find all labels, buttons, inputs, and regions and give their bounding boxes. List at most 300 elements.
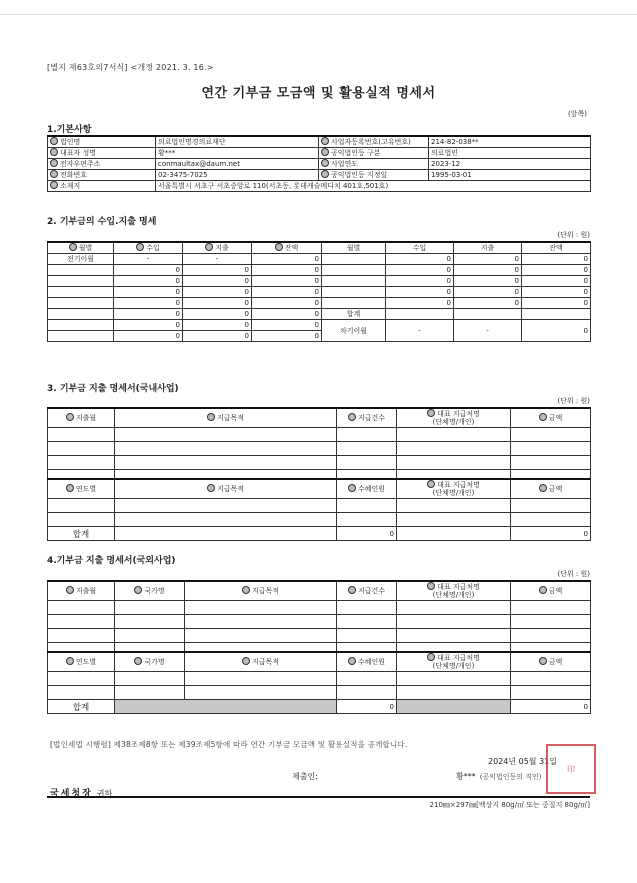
basic-info-row: [48, 170, 591, 181]
field-label-text: 소재지: [60, 182, 81, 190]
empty-cell: [48, 615, 115, 629]
section-header-row: [48, 408, 591, 428]
income-cell: 0: [522, 287, 591, 298]
col-header-text: 금액: [548, 414, 563, 422]
income-cell: 0: [386, 276, 454, 287]
empty-cell: [115, 442, 337, 456]
empty-cell: [337, 672, 397, 686]
domestic-table: [47, 407, 591, 541]
income-cell: 0: [522, 265, 591, 276]
income-table: [47, 241, 591, 342]
col-header-text: 지급목적: [216, 414, 245, 422]
income-cell: [322, 265, 386, 276]
empty-cell: [48, 513, 115, 527]
income-cell: 0: [183, 298, 252, 309]
empty-cell: [397, 629, 511, 643]
empty-cell: [48, 428, 115, 442]
income-cell: [48, 287, 114, 298]
income-cell: 0: [454, 287, 522, 298]
income-cell: 0: [386, 287, 454, 298]
total-amount: 0: [511, 700, 591, 714]
circle-bullet-icon: [66, 413, 74, 421]
recipient-suffix: 귀하: [96, 789, 113, 798]
income-header: [114, 242, 183, 254]
field-label-text: 대표자 성명: [60, 149, 97, 157]
income-cell: 0: [252, 331, 322, 342]
col-header-text: 수혜인원: [357, 485, 386, 493]
empty-cell: [48, 601, 115, 615]
circle-bullet-icon: [539, 413, 547, 421]
income-cell: 0: [386, 265, 454, 276]
empty-cell: [397, 513, 511, 527]
income-cell: 0: [522, 298, 591, 309]
income-header-text: 잔액: [284, 244, 299, 252]
empty-cell: [397, 672, 511, 686]
disclosure-statement: [법인세법 시행령] 제38조제8항 또는 제39조제5항에 따라 연간 기부금 모금액 및 활용실적을 공개합니다.: [50, 740, 408, 749]
submission-date: 2024년 05월 31일: [488, 757, 557, 766]
circle-bullet-icon: [136, 243, 144, 251]
field-label-text: 전자우편주소: [60, 160, 101, 168]
header-line-2: (단체명/개인): [432, 591, 475, 599]
field-label: [319, 170, 429, 181]
col-header-text: 지급건수: [357, 414, 386, 422]
col-header: [511, 581, 591, 601]
income-cell: [48, 298, 114, 309]
col-header-text: 금액: [548, 485, 563, 493]
header-line-2: (단체명/개인): [432, 489, 475, 497]
empty-cell: [48, 456, 115, 470]
header-line-1: [399, 481, 508, 489]
field-value: 214-82-038**: [429, 136, 591, 148]
foreign-spacer: [48, 643, 591, 653]
empty-cell: [511, 513, 591, 527]
income-cell: 0: [386, 298, 454, 309]
field-label-text: 전화번호: [60, 171, 88, 179]
income-cell: [322, 298, 386, 309]
col-header: [511, 408, 591, 428]
income-cell: 0: [183, 276, 252, 287]
col-header-text: 지출월: [75, 414, 97, 422]
empty-cell: [115, 499, 337, 513]
total-blank: [115, 700, 337, 714]
col-header-text: 국가명: [144, 587, 165, 595]
field-label: [319, 159, 429, 170]
income-cell: 0: [114, 331, 183, 342]
field-label-text: 공익법인등 구분: [331, 149, 381, 157]
circle-bullet-icon: [321, 170, 329, 178]
field-label-text: 법인명: [60, 138, 81, 146]
income-total: [386, 309, 454, 320]
empty-cell: [337, 615, 397, 629]
header-text: 대표 지급처명: [437, 654, 480, 662]
circle-bullet-icon: [348, 413, 356, 421]
income-cell: 0: [183, 309, 252, 320]
income-row: [48, 276, 591, 287]
prev-value: -: [114, 254, 183, 265]
field-value: 02-3475-7025: [156, 170, 319, 181]
empty-cell: [397, 442, 511, 456]
col-header: [397, 479, 511, 499]
basic-info-row: [48, 148, 591, 159]
empty-cell: [48, 686, 115, 700]
section-header-row: [48, 652, 591, 672]
total-amount: 0: [511, 527, 591, 541]
submitter-label: 제출인:: [292, 772, 318, 781]
top-border: [0, 0, 637, 15]
header-line-1: [399, 583, 508, 591]
domestic-row: [48, 499, 591, 513]
col-header: [115, 652, 185, 672]
header-text: 대표 지급처명: [437, 583, 480, 591]
circle-bullet-icon: [69, 243, 77, 251]
field-value: conmaultax@daum.net: [156, 159, 319, 170]
section-foreign-title: 4.기부금 지출 명세서(국외사업): [47, 556, 176, 566]
empty-cell: [337, 456, 397, 470]
circle-bullet-icon: [207, 413, 215, 421]
income-cell: [48, 265, 114, 276]
domestic-row: [48, 456, 591, 470]
empty-cell: [511, 643, 591, 653]
total-blank: [115, 527, 337, 541]
paper-spec: 210㎜×297㎜[백상지 80g/㎡ 또는 중질지 80g/㎡]: [429, 801, 590, 809]
empty-cell: [48, 643, 115, 653]
empty-cell: [337, 442, 397, 456]
income-cell: 0: [522, 254, 591, 265]
col-header-text: 지급목적: [251, 587, 280, 595]
col-header: [337, 408, 397, 428]
income-cell: 0: [183, 331, 252, 342]
income-header: [183, 242, 252, 254]
document-title: 연간 기부금 모금액 및 활용실적 명세서: [201, 86, 436, 101]
empty-cell: [337, 601, 397, 615]
total-blank: [397, 700, 511, 714]
income-header: 지출: [454, 242, 522, 254]
carry-value: -: [454, 320, 522, 342]
income-total: [454, 309, 522, 320]
income-cell: 0: [252, 287, 322, 298]
empty-cell: [115, 428, 337, 442]
total-label: 합계: [322, 309, 386, 320]
income-header: [48, 242, 114, 254]
empty-cell: [115, 513, 337, 527]
circle-bullet-icon: [66, 484, 74, 492]
empty-cell: [185, 615, 337, 629]
col-header: [337, 652, 397, 672]
income-cell: 0: [252, 298, 322, 309]
empty-cell: [115, 686, 185, 700]
empty-cell: [397, 470, 511, 480]
income-cell: 0: [454, 265, 522, 276]
field-label-text: 공익법인등 지정일: [331, 171, 388, 179]
empty-cell: [397, 428, 511, 442]
recipient-name: 국세청장: [50, 789, 93, 799]
total-count: 0: [337, 527, 397, 541]
circle-bullet-icon: [321, 148, 329, 156]
circle-bullet-icon: [66, 586, 74, 594]
empty-cell: [115, 601, 185, 615]
empty-cell: [337, 513, 397, 527]
circle-bullet-icon: [427, 409, 435, 417]
income-header: 잔액: [522, 242, 591, 254]
carry-value: -: [386, 320, 454, 342]
form-number: [별지 제63호의7서식] <개정 2021. 3. 16.>: [47, 63, 214, 72]
income-cell: [322, 276, 386, 287]
col-header-text: 수혜인원: [357, 658, 386, 666]
col-header: [48, 408, 115, 428]
field-label: [48, 148, 156, 159]
col-header: [48, 479, 115, 499]
income-row: [48, 265, 591, 276]
basic-info-table: [47, 135, 591, 192]
empty-cell: [511, 686, 591, 700]
income-cell: 0: [183, 265, 252, 276]
empty-cell: [337, 470, 397, 480]
col-header: [48, 652, 115, 672]
empty-cell: [397, 456, 511, 470]
empty-cell: [115, 643, 185, 653]
empty-cell: [511, 499, 591, 513]
income-cell: 0: [114, 298, 183, 309]
empty-cell: [511, 428, 591, 442]
empty-cell: [115, 470, 337, 480]
domestic-unit: (단위 : 원): [557, 397, 590, 405]
col-header: [185, 581, 337, 601]
empty-cell: [511, 672, 591, 686]
basic-info-row: [48, 181, 591, 192]
circle-bullet-icon: [242, 657, 250, 665]
empty-cell: [48, 672, 115, 686]
prev-value: -: [183, 254, 252, 265]
col-header-text: 지급건수: [357, 587, 386, 595]
field-label: [48, 170, 156, 181]
circle-bullet-icon: [427, 653, 435, 661]
circle-bullet-icon: [50, 159, 58, 167]
field-label: [48, 181, 156, 192]
empty-cell: [185, 629, 337, 643]
header-line-2: (단체명/개인): [432, 662, 475, 670]
foreign-row: [48, 615, 591, 629]
income-cell: [48, 276, 114, 287]
col-header: [115, 581, 185, 601]
income-cell: [48, 309, 114, 320]
col-header-text: 연도별: [75, 658, 97, 666]
circle-bullet-icon: [348, 484, 356, 492]
circle-bullet-icon: [50, 137, 58, 145]
basic-info-row: [48, 159, 591, 170]
field-value: 황***: [156, 148, 319, 159]
income-cell: 0: [114, 309, 183, 320]
circle-bullet-icon: [242, 586, 250, 594]
circle-bullet-icon: [50, 170, 58, 178]
header-line-2: (단체명/개인): [432, 418, 475, 426]
col-header: [397, 408, 511, 428]
income-prev-row: [48, 254, 591, 265]
income-header: 수입: [386, 242, 454, 254]
field-label: [48, 159, 156, 170]
empty-cell: [115, 672, 185, 686]
empty-cell: [185, 672, 337, 686]
income-cell: [48, 331, 114, 342]
official-seal-icon: 印: [546, 744, 596, 794]
empty-cell: [511, 629, 591, 643]
income-cell: 0: [522, 276, 591, 287]
foreign-row: [48, 629, 591, 643]
circle-bullet-icon: [50, 148, 58, 156]
income-cell: 0: [114, 320, 183, 331]
empty-cell: [185, 601, 337, 615]
total-label: 합계: [48, 700, 115, 714]
col-header: [185, 652, 337, 672]
col-header: [115, 408, 337, 428]
income-cell: 0: [114, 265, 183, 276]
foreign-total-row: [48, 700, 591, 714]
empty-cell: [48, 470, 115, 480]
income-total: [522, 309, 591, 320]
total-blank: [397, 527, 511, 541]
empty-cell: [337, 643, 397, 653]
income-cell: 0: [386, 254, 454, 265]
foreign-row: [48, 686, 591, 700]
income-header: 월별: [322, 242, 386, 254]
page-side-label: (앞쪽): [568, 110, 587, 118]
carry-label: 차기이월: [322, 320, 386, 342]
empty-cell: [397, 686, 511, 700]
field-label: [48, 136, 156, 148]
circle-bullet-icon: [539, 586, 547, 594]
circle-bullet-icon: [539, 484, 547, 492]
income-cell: 0: [252, 309, 322, 320]
col-header-text: 금액: [548, 587, 563, 595]
empty-cell: [185, 643, 337, 653]
circle-bullet-icon: [205, 243, 213, 251]
empty-cell: [397, 499, 511, 513]
income-cell: 0: [252, 276, 322, 287]
income-cell: [322, 254, 386, 265]
income-cell: 0: [114, 276, 183, 287]
header-line-1: [399, 654, 508, 662]
income-cell: 0: [114, 287, 183, 298]
total-count: 0: [337, 700, 397, 714]
field-value: 1995-03-01: [429, 170, 591, 181]
income-cell: 0: [454, 276, 522, 287]
field-label: [319, 136, 429, 148]
foreign-row: [48, 672, 591, 686]
col-header-text: 국가명: [144, 658, 165, 666]
col-header-text: 금액: [548, 658, 563, 666]
section-header-row: [48, 581, 591, 601]
col-header: [48, 581, 115, 601]
circle-bullet-icon: [275, 243, 283, 251]
address-value: 서울특별시 서초구 서초중앙로 110(서초동, 롯데캐슬메디치 401호,501호): [156, 181, 591, 192]
income-header-text: 월별: [78, 244, 93, 252]
circle-bullet-icon: [134, 586, 142, 594]
income-row: [48, 309, 591, 320]
field-value: 2023-12: [429, 159, 591, 170]
income-cell: 0: [183, 287, 252, 298]
col-header: [511, 479, 591, 499]
field-value: 의료법인: [429, 148, 591, 159]
col-header-text: 지급목적: [251, 658, 280, 666]
circle-bullet-icon: [348, 657, 356, 665]
basic-info-row: [48, 136, 591, 148]
domestic-row: [48, 442, 591, 456]
circle-bullet-icon: [321, 137, 329, 145]
foreign-unit: (단위 : 원): [557, 570, 590, 578]
header-text: 대표 지급처명: [437, 410, 480, 418]
section-income-title: 2. 기부금의 수입.지출 명세: [47, 217, 157, 227]
submitter-name: 황***: [456, 772, 476, 781]
carry-value: 0: [522, 320, 591, 342]
col-header: [511, 652, 591, 672]
col-header: [115, 479, 337, 499]
empty-cell: [185, 686, 337, 700]
empty-cell: [337, 428, 397, 442]
header-text: 대표 지급처명: [437, 481, 480, 489]
income-row: [48, 320, 591, 331]
income-cell: 0: [252, 265, 322, 276]
col-header-text: 지급목적: [216, 485, 245, 493]
domestic-row: [48, 428, 591, 442]
income-header: [252, 242, 322, 254]
circle-bullet-icon: [427, 582, 435, 590]
domestic-spacer: [48, 470, 591, 480]
income-cell: 0: [252, 320, 322, 331]
section-domestic-title: 3. 기부금 지출 명세서(국내사업): [47, 384, 179, 394]
col-header: [397, 652, 511, 672]
income-cell: [322, 287, 386, 298]
foreign-table: [47, 580, 591, 714]
col-header: [337, 581, 397, 601]
empty-cell: [337, 629, 397, 643]
empty-cell: [115, 456, 337, 470]
circle-bullet-icon: [348, 586, 356, 594]
income-header-text: 수입: [146, 244, 160, 252]
field-value: 의료법인명경의료재단: [156, 136, 319, 148]
empty-cell: [511, 470, 591, 480]
circle-bullet-icon: [207, 484, 215, 492]
empty-cell: [397, 601, 511, 615]
income-cell: 0: [454, 254, 522, 265]
prev-label: 전기이월: [48, 254, 114, 265]
empty-cell: [397, 615, 511, 629]
empty-cell: [511, 442, 591, 456]
empty-cell: [48, 499, 115, 513]
empty-cell: [511, 601, 591, 615]
income-row: [48, 287, 591, 298]
income-header-text: 지출: [215, 244, 229, 252]
circle-bullet-icon: [539, 657, 547, 665]
col-header-text: 연도별: [75, 485, 97, 493]
empty-cell: [115, 629, 185, 643]
col-header: [397, 581, 511, 601]
empty-cell: [48, 442, 115, 456]
submitter-seal-note: (공익법인등의 직인): [479, 773, 542, 781]
bottom-rule: [47, 796, 590, 798]
total-label: 합계: [48, 527, 115, 541]
income-cell: 0: [454, 298, 522, 309]
field-label-text: 사업연도: [331, 160, 359, 168]
income-cell: [48, 320, 114, 331]
section-basic-title: 1.기본사항: [47, 125, 92, 135]
circle-bullet-icon: [321, 159, 329, 167]
col-header: [337, 479, 397, 499]
income-row: [48, 298, 591, 309]
empty-cell: [337, 686, 397, 700]
submitter: [456, 771, 542, 782]
empty-cell: [337, 499, 397, 513]
empty-cell: [511, 456, 591, 470]
prev-value: 0: [252, 254, 322, 265]
